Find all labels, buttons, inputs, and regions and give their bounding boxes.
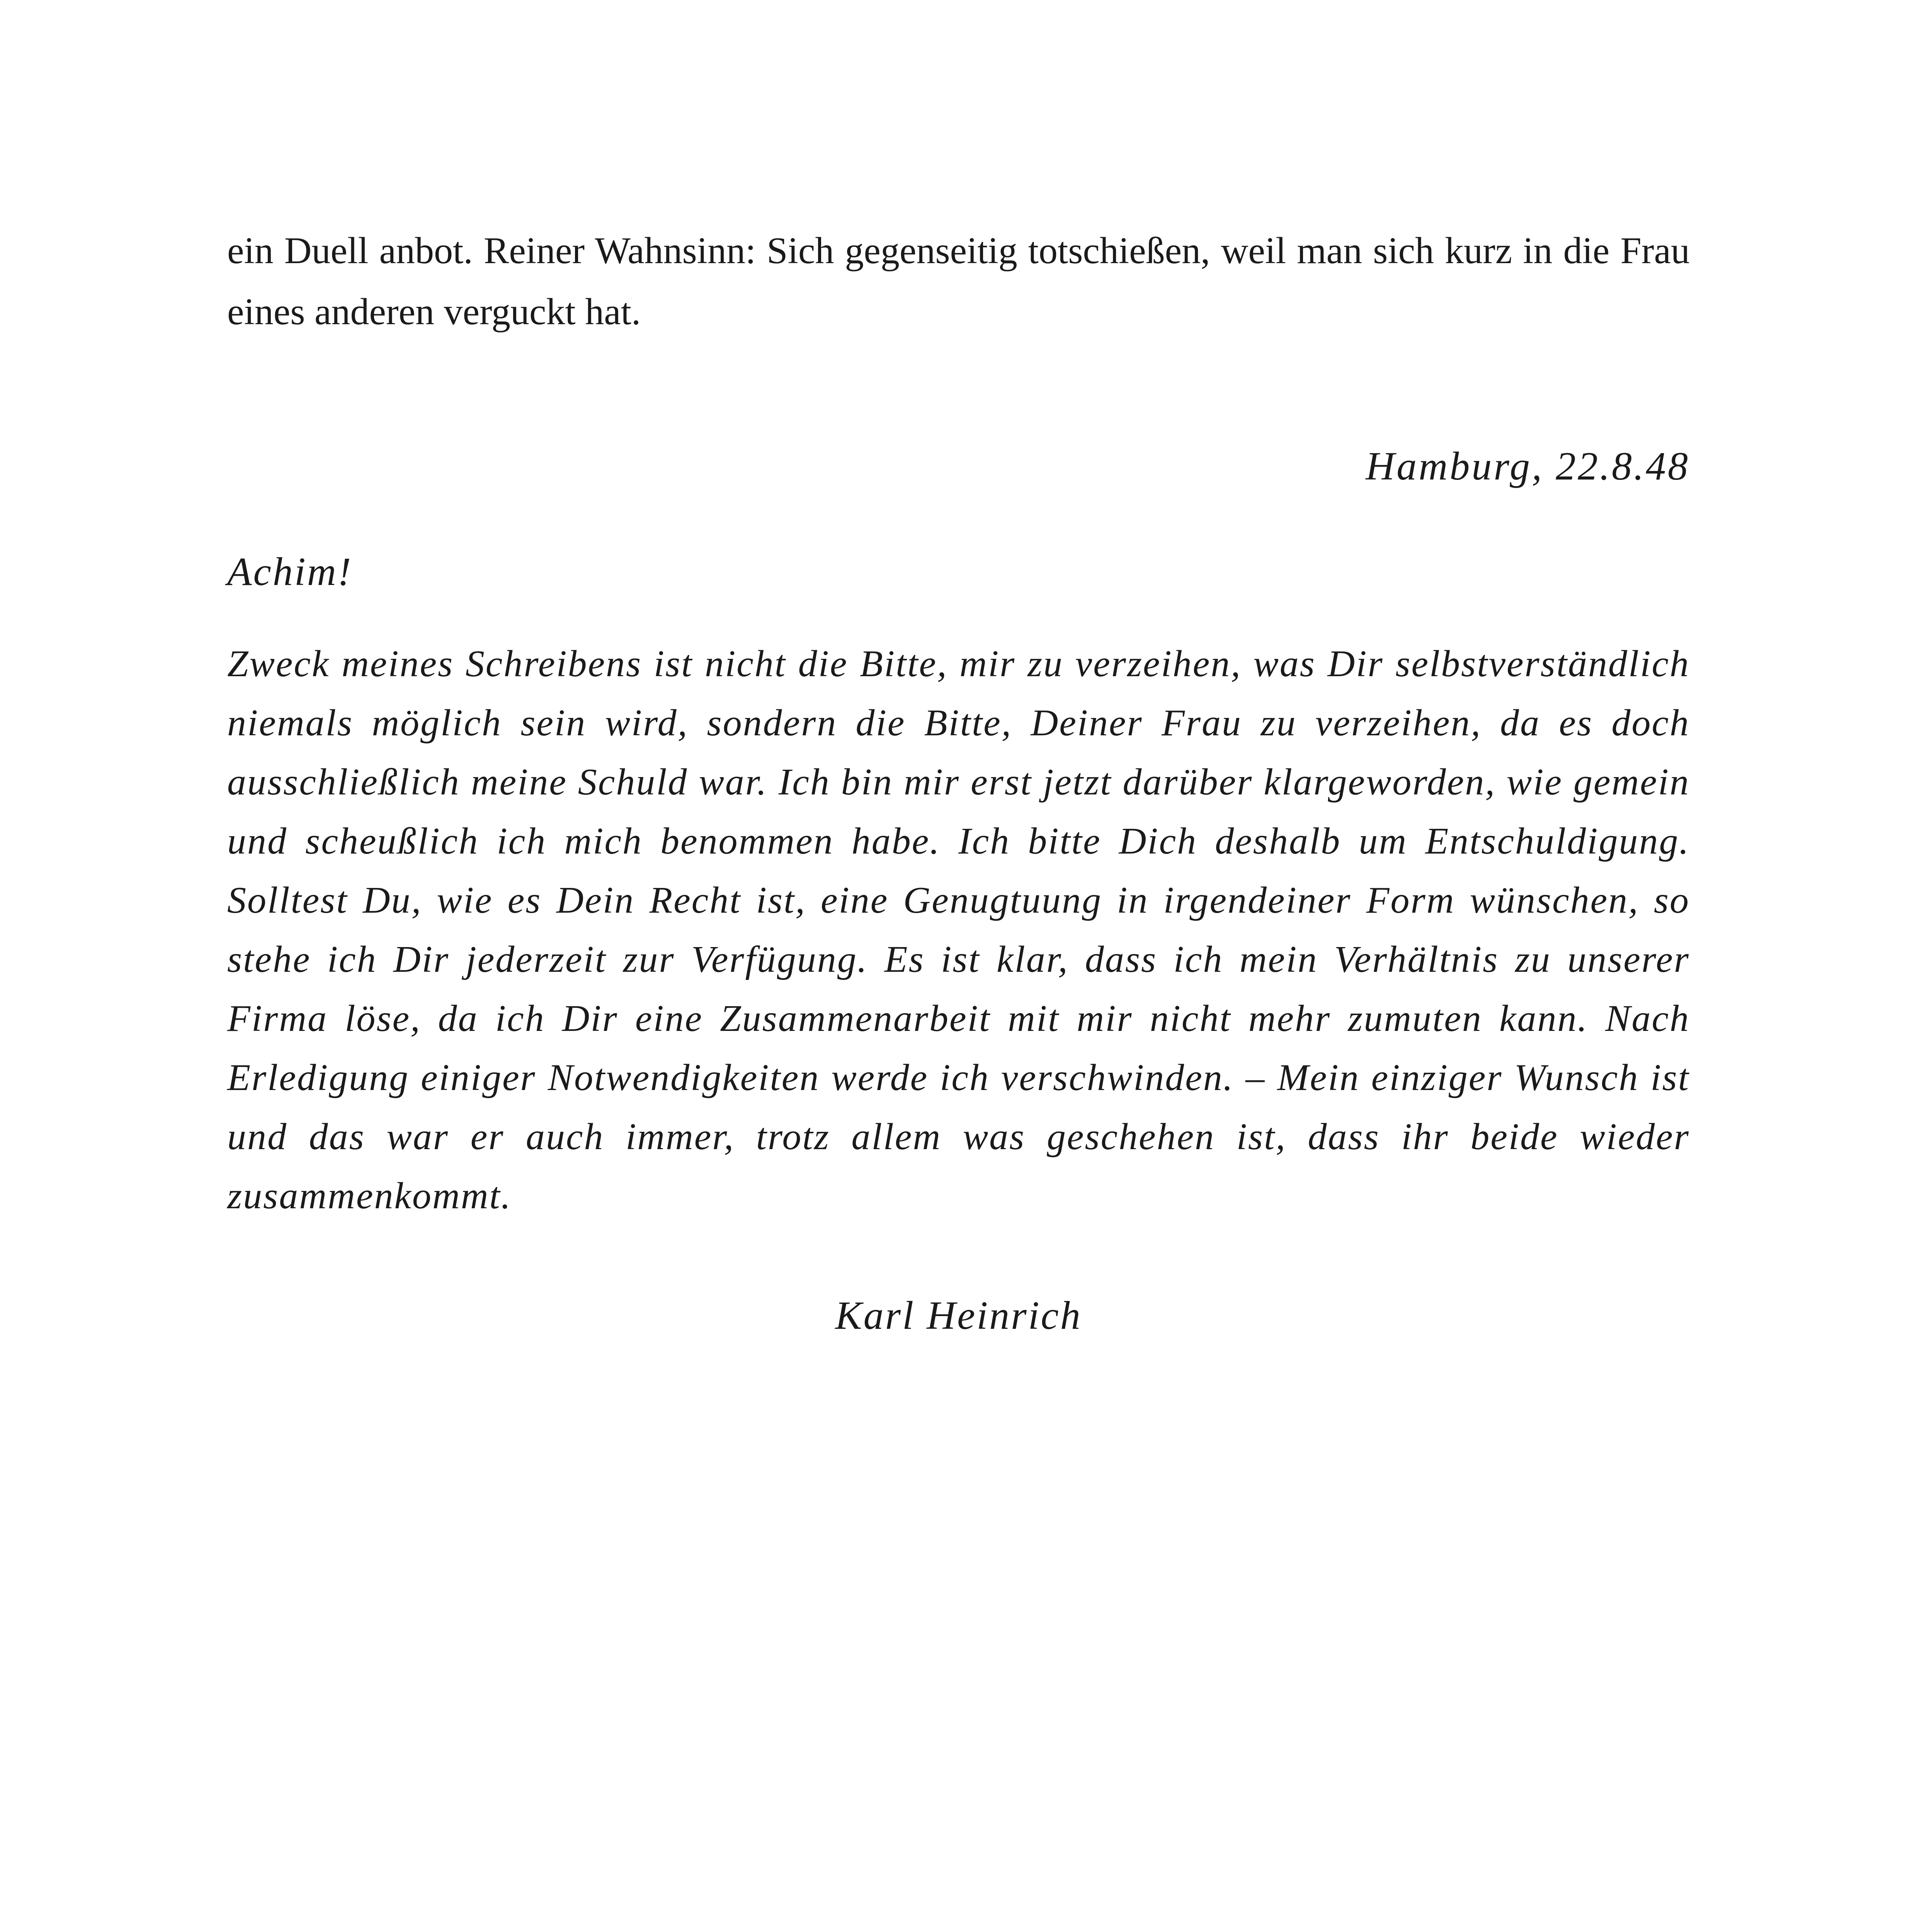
intro-paragraph-text: ein Duell anbot. Reiner Wahnsinn: Sich gegenseitig totschießen, weil man sich kurz in die Frau eines anderen verguckt hat. [227,230,1690,333]
letter-date-line: Hamburg, 22.8.48 [1366,444,1690,488]
letter-signature: Karl Heinrich [835,1293,1082,1338]
letter-salutation: Achim! [227,549,353,594]
letter-body-text: Zweck meines Schreibens ist nicht die Bitte, mir zu verzeihen, was Dir selbstverständlich niemals möglich sein wird, sondern die Bitte, Deiner Frau zu verzeihen, da es doch ausschließlich meine Schuld war. Ich bin mir erst jetzt darüber klargeworden, wie gemein und scheußlich ich mich benommen habe. Ich bitte Dich deshalb um Entschuldigung. Solltest Du, wie es Dein Recht ist, eine Genugtuung in irgendeiner Form wünschen, so stehe ich Dir jederzeit zur Verfügung. Es ist klar, dass ich mein Verhältnis zu unserer Firma löse, da ich Dir eine Zusammenarbeit mit mir nicht mehr zumuten kann. Nach Erledigung einiger Notwendigkeiten werde ich verschwinden. – Mein einziger Wunsch ist und das war er auch immer, trotz allem was geschehen ist, dass ihr beide wieder zusammenkommt. [227,643,1690,1217]
intro-paragraph [227,220,1690,342]
letter-body [227,634,1690,1226]
